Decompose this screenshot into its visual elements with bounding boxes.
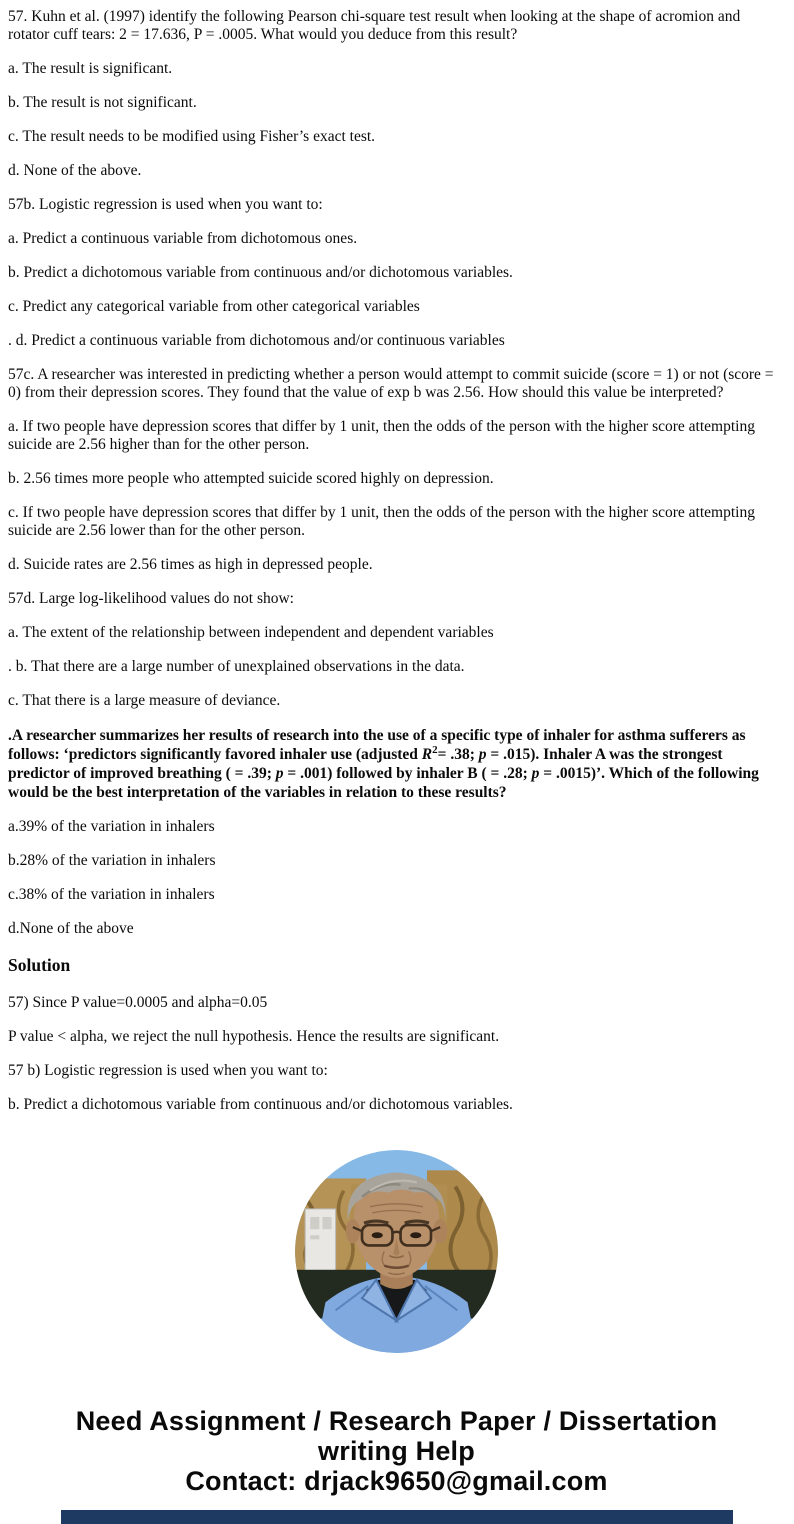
option-57d-b: . b. That there are a large number of unexplained observations in the data.	[8, 658, 465, 675]
option-57d-a: a. The extent of the relationship between independent and dependent variables	[8, 624, 494, 641]
option-57b-b: b. Predict a dichotomous variable from continuous and/or dichotomous variables.	[8, 264, 513, 281]
option-57b-a: a. Predict a continuous variable from dichotomous ones.	[8, 230, 358, 247]
photo-container	[8, 1150, 785, 1358]
question-57c: 57c. A researcher was interested in predicting whether a person would attempt to commit suicide (score = 1) or not (score = 0) from their depression scores. They found that the value of exp b was 2.56. How should this value be interpreted?	[8, 366, 774, 401]
option-57-c: c. The result needs to be modified using Fisher’s exact test.	[8, 128, 376, 145]
inhaler-text-2: = .38;	[437, 746, 479, 763]
option-57-a: a. The result is significant.	[8, 60, 173, 77]
option-57c-c: c. If two people have depression scores that differ by 1 unit, then the odds of the person with the higher score attempting suicide are 2.56 lower than for the other person.	[8, 504, 755, 539]
inhaler-text-4: = .001) followed by inhaler B ( = .28;	[283, 765, 532, 782]
option-57b-c: c. Predict any categorical variable from other categorical variables	[8, 298, 420, 315]
option-inhaler-a: a.39% of the variation in inhalers	[8, 818, 215, 835]
footer-line-2: writing Help	[318, 1436, 475, 1466]
footer-contact-email: Contact: drjack9650@gmail.com	[185, 1466, 608, 1496]
option-inhaler-b: b.28% of the variation in inhalers	[8, 852, 216, 869]
solution-line-4: b. Predict a dichotomous variable from continuous and/or dichotomous variables.	[8, 1096, 513, 1113]
italic-p-2: p	[275, 765, 284, 782]
option-57b-d: . d. Predict a continuous variable from dichotomous and/or continuous variables	[8, 332, 505, 349]
italic-p-3: p	[531, 765, 540, 782]
italic-p-1: p	[478, 746, 487, 763]
bottom-navy-bar	[61, 1510, 733, 1524]
footer-banner	[8, 1406, 785, 1496]
footer-line-1: Need Assignment / Research Paper / Dissertation	[75, 1406, 718, 1436]
inhaler-text-3: = .015). Inhaler A was the strongest predictor of improved breathing ( = .39;	[8, 746, 723, 782]
question-57b: 57b. Logistic regression is used when you want to:	[8, 196, 323, 213]
inhaler-text-5: = .0015)’. Which of the following would be the best interpretation of the variables in relation to these results?	[8, 765, 759, 801]
solution-line-2: P value < alpha, we reject the null hypothesis. Hence the results are significant.	[8, 1028, 500, 1045]
solution-heading: Solution	[8, 955, 71, 975]
R-squared-superscript: 2	[432, 743, 438, 756]
inhaler-text-1: .A researcher summarizes her results of research into the use of a specific type of inhaler for asthma sufferers as follows: ‘predictors significantly favored inhaler use (adjusted	[8, 727, 746, 763]
option-57d-c: c. That there is a large measure of deviance.	[8, 692, 281, 709]
option-inhaler-c: c.38% of the variation in inhalers	[8, 886, 215, 903]
question-inhaler	[8, 726, 785, 802]
option-57-d: d. None of the above.	[8, 162, 142, 179]
option-57c-d: d. Suicide rates are 2.56 times as high in depressed people.	[8, 556, 373, 573]
option-57-b: b. The result is not significant.	[8, 94, 197, 111]
solution-line-1: 57) Since P value=0.0005 and alpha=0.05	[8, 994, 268, 1011]
italic-R: R	[421, 746, 433, 763]
option-57c-a: a. If two people have depression scores that differ by 1 unit, then the odds of the person with the higher score attempting suicide are 2.56 higher than for the other person.	[8, 418, 755, 453]
man-portrait-illustration	[295, 1150, 498, 1353]
option-57c-b: b. 2.56 times more people who attempted suicide scored highly on depression.	[8, 470, 494, 487]
man-portrait-photo	[295, 1150, 498, 1353]
solution-line-3: 57 b) Logistic regression is used when you want to:	[8, 1062, 328, 1079]
option-inhaler-d: d.None of the above	[8, 920, 134, 937]
question-57d: 57d. Large log-likelihood values do not show:	[8, 590, 294, 607]
question-57: 57. Kuhn et al. (1997) identify the following Pearson chi-square test result when looking at the shape of acromion and rotator cuff tears: 2 = 17.636, P = .0005. What would you deduce from this result?	[8, 8, 741, 43]
